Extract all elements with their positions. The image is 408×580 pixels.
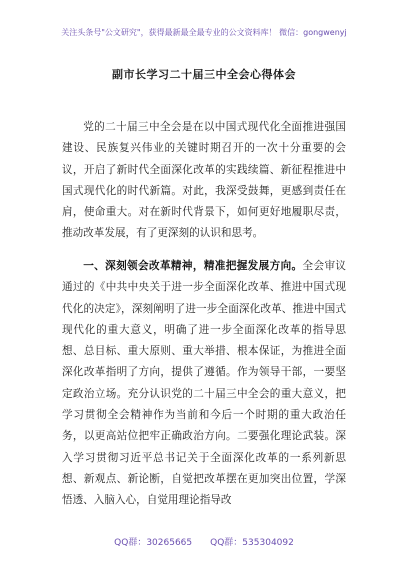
paragraph-2-body: 全会审议通过的《中共中央关于进一步全面深化改革、推进中国式现代化的决定》，深刻阐明了进一步全面深化改革、推进中国式现代化的重大意义，明确了进一步全面深化改革的指导思想、总目标、重大原则、重大举措、根本保证，为推进全面深化改革指明了方向，提供了遵循。作为领导干部，一要坚定政治立场。充分认识党的二十届三中全会的重大意义，把学习贯彻全会精神作为当前和今后一个时期的重大政治任务，以更高站位把牢正确政治方向。二要强化理论武装。深入学习贯彻习近平总书记关于全面深化改革的一系列新思想、新观点、新论断，自觉把改革摆在更加突出位置，学深悟透、入脑入心，自觉用理论指导改 [62, 260, 347, 507]
paragraph-1: 党的二十届三中全会是在以中国式现代化全面推进强国建设、民族复兴伟业的关键时期召开的一次十分重要的会议，开启了新时代全面深化改革的实践续篇、新征程推进中国式现代化的时代新篇。对此，我深受鼓舞，更感到责任在肩，使命重大。对在新时代背景下，如何更好地履职尽责，推动改革发展，有了更深刻的认识和思考。 [62, 121, 346, 240]
footer [0, 535, 408, 548]
paragraph-2 [62, 256, 346, 512]
footer-qq-group-1: QQ群：30265665 [114, 538, 193, 548]
document-title: 副市长学习二十届三中全会心得体会 [112, 68, 296, 81]
section-heading: 一、深刻领会改革精神，精准把握发展方向。 [83, 260, 303, 272]
footer-qq-group-2: QQ群：535304092 [210, 538, 294, 548]
header-banner: 关注头条号"公文研究"，获得最新最全最专业的公文资料库！ 微信：gongwenyj [61, 28, 347, 37]
